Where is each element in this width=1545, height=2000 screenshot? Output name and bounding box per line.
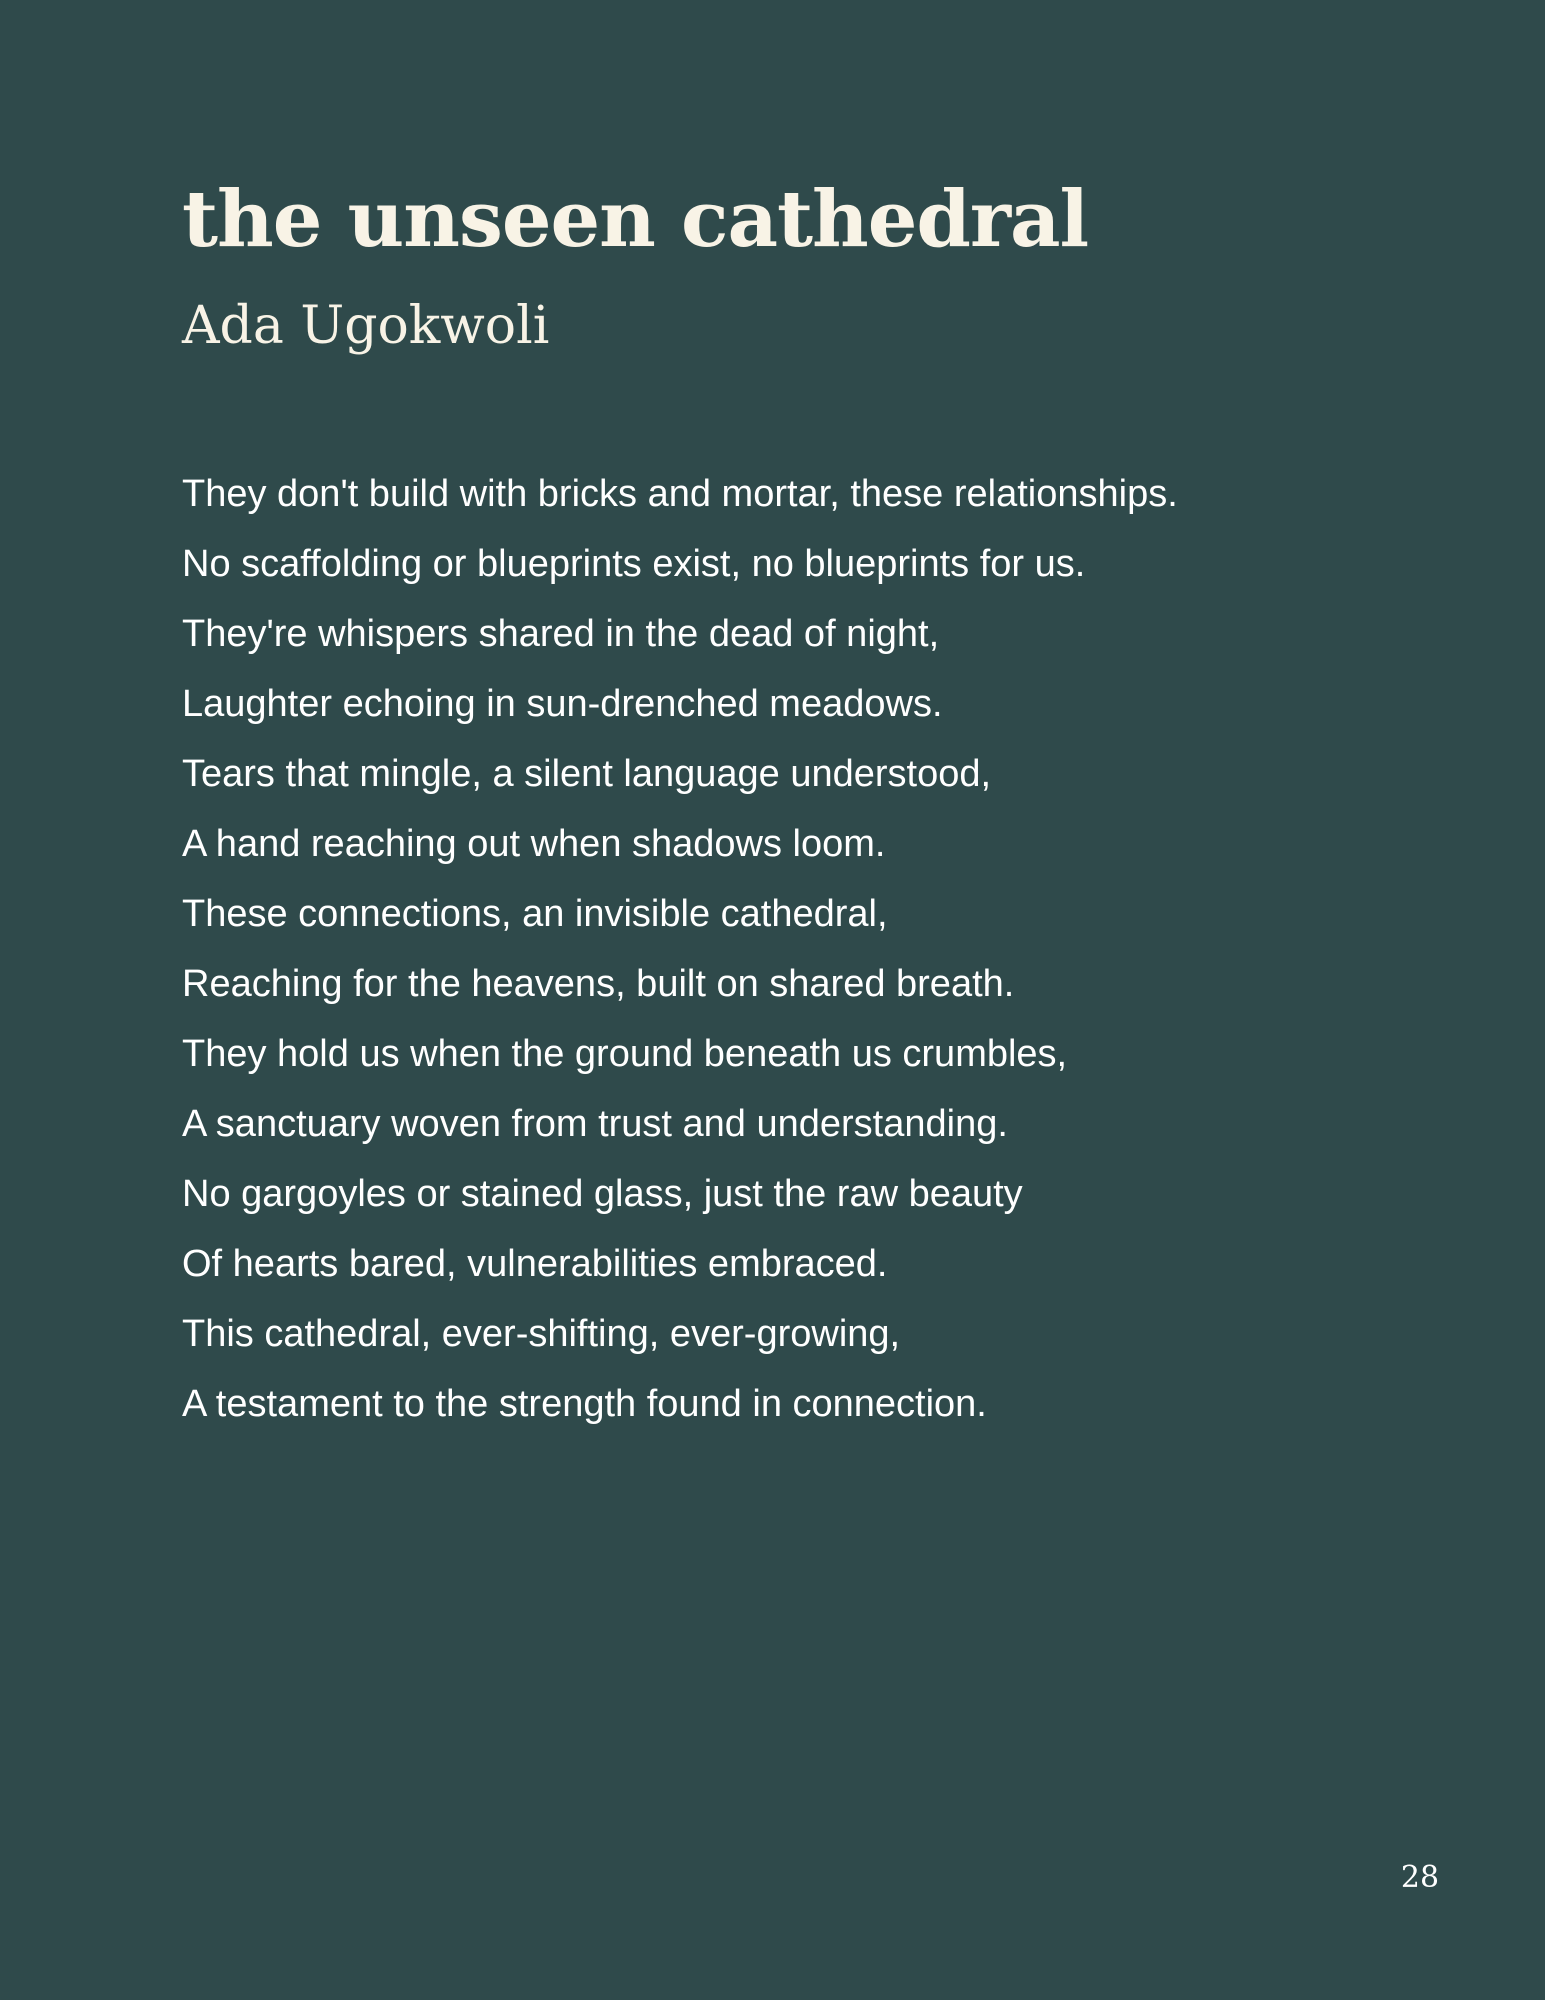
poem-line: Reaching for the heavens, built on shared breath. (182, 963, 1015, 1005)
poem-line: These connections, an invisible cathedral, (182, 893, 888, 935)
poem-body (182, 459, 1178, 1439)
poem-author: Ada Ugokwoli (182, 296, 550, 356)
poem-line: Laughter echoing in sun-drenched meadows. (182, 683, 943, 725)
poem-line: Of hearts bared, vulnerabilities embraced. (182, 1243, 888, 1285)
poem-line: They're whispers shared in the dead of night, (182, 613, 940, 655)
poem-line: A sanctuary woven from trust and understanding. (182, 1103, 1008, 1145)
poem-line: A testament to the strength found in connection. (182, 1383, 987, 1425)
poem-line: This cathedral, ever-shifting, ever-growing, (182, 1313, 901, 1355)
poem-line: They don't build with bricks and mortar, these relationships. (182, 473, 1178, 515)
page-number: 28 (1400, 1860, 1440, 1895)
poem-line: They hold us when the ground beneath us crumbles, (182, 1033, 1068, 1075)
poem-line: Tears that mingle, a silent language understood, (182, 753, 992, 795)
poem-line: A hand reaching out when shadows loom. (182, 823, 886, 865)
poem-line: No gargoyles or stained glass, just the raw beauty (182, 1173, 1023, 1215)
poem-title: the unseen cathedral (182, 174, 1089, 265)
poem-line: No scaffolding or blueprints exist, no blueprints for us. (182, 543, 1086, 585)
